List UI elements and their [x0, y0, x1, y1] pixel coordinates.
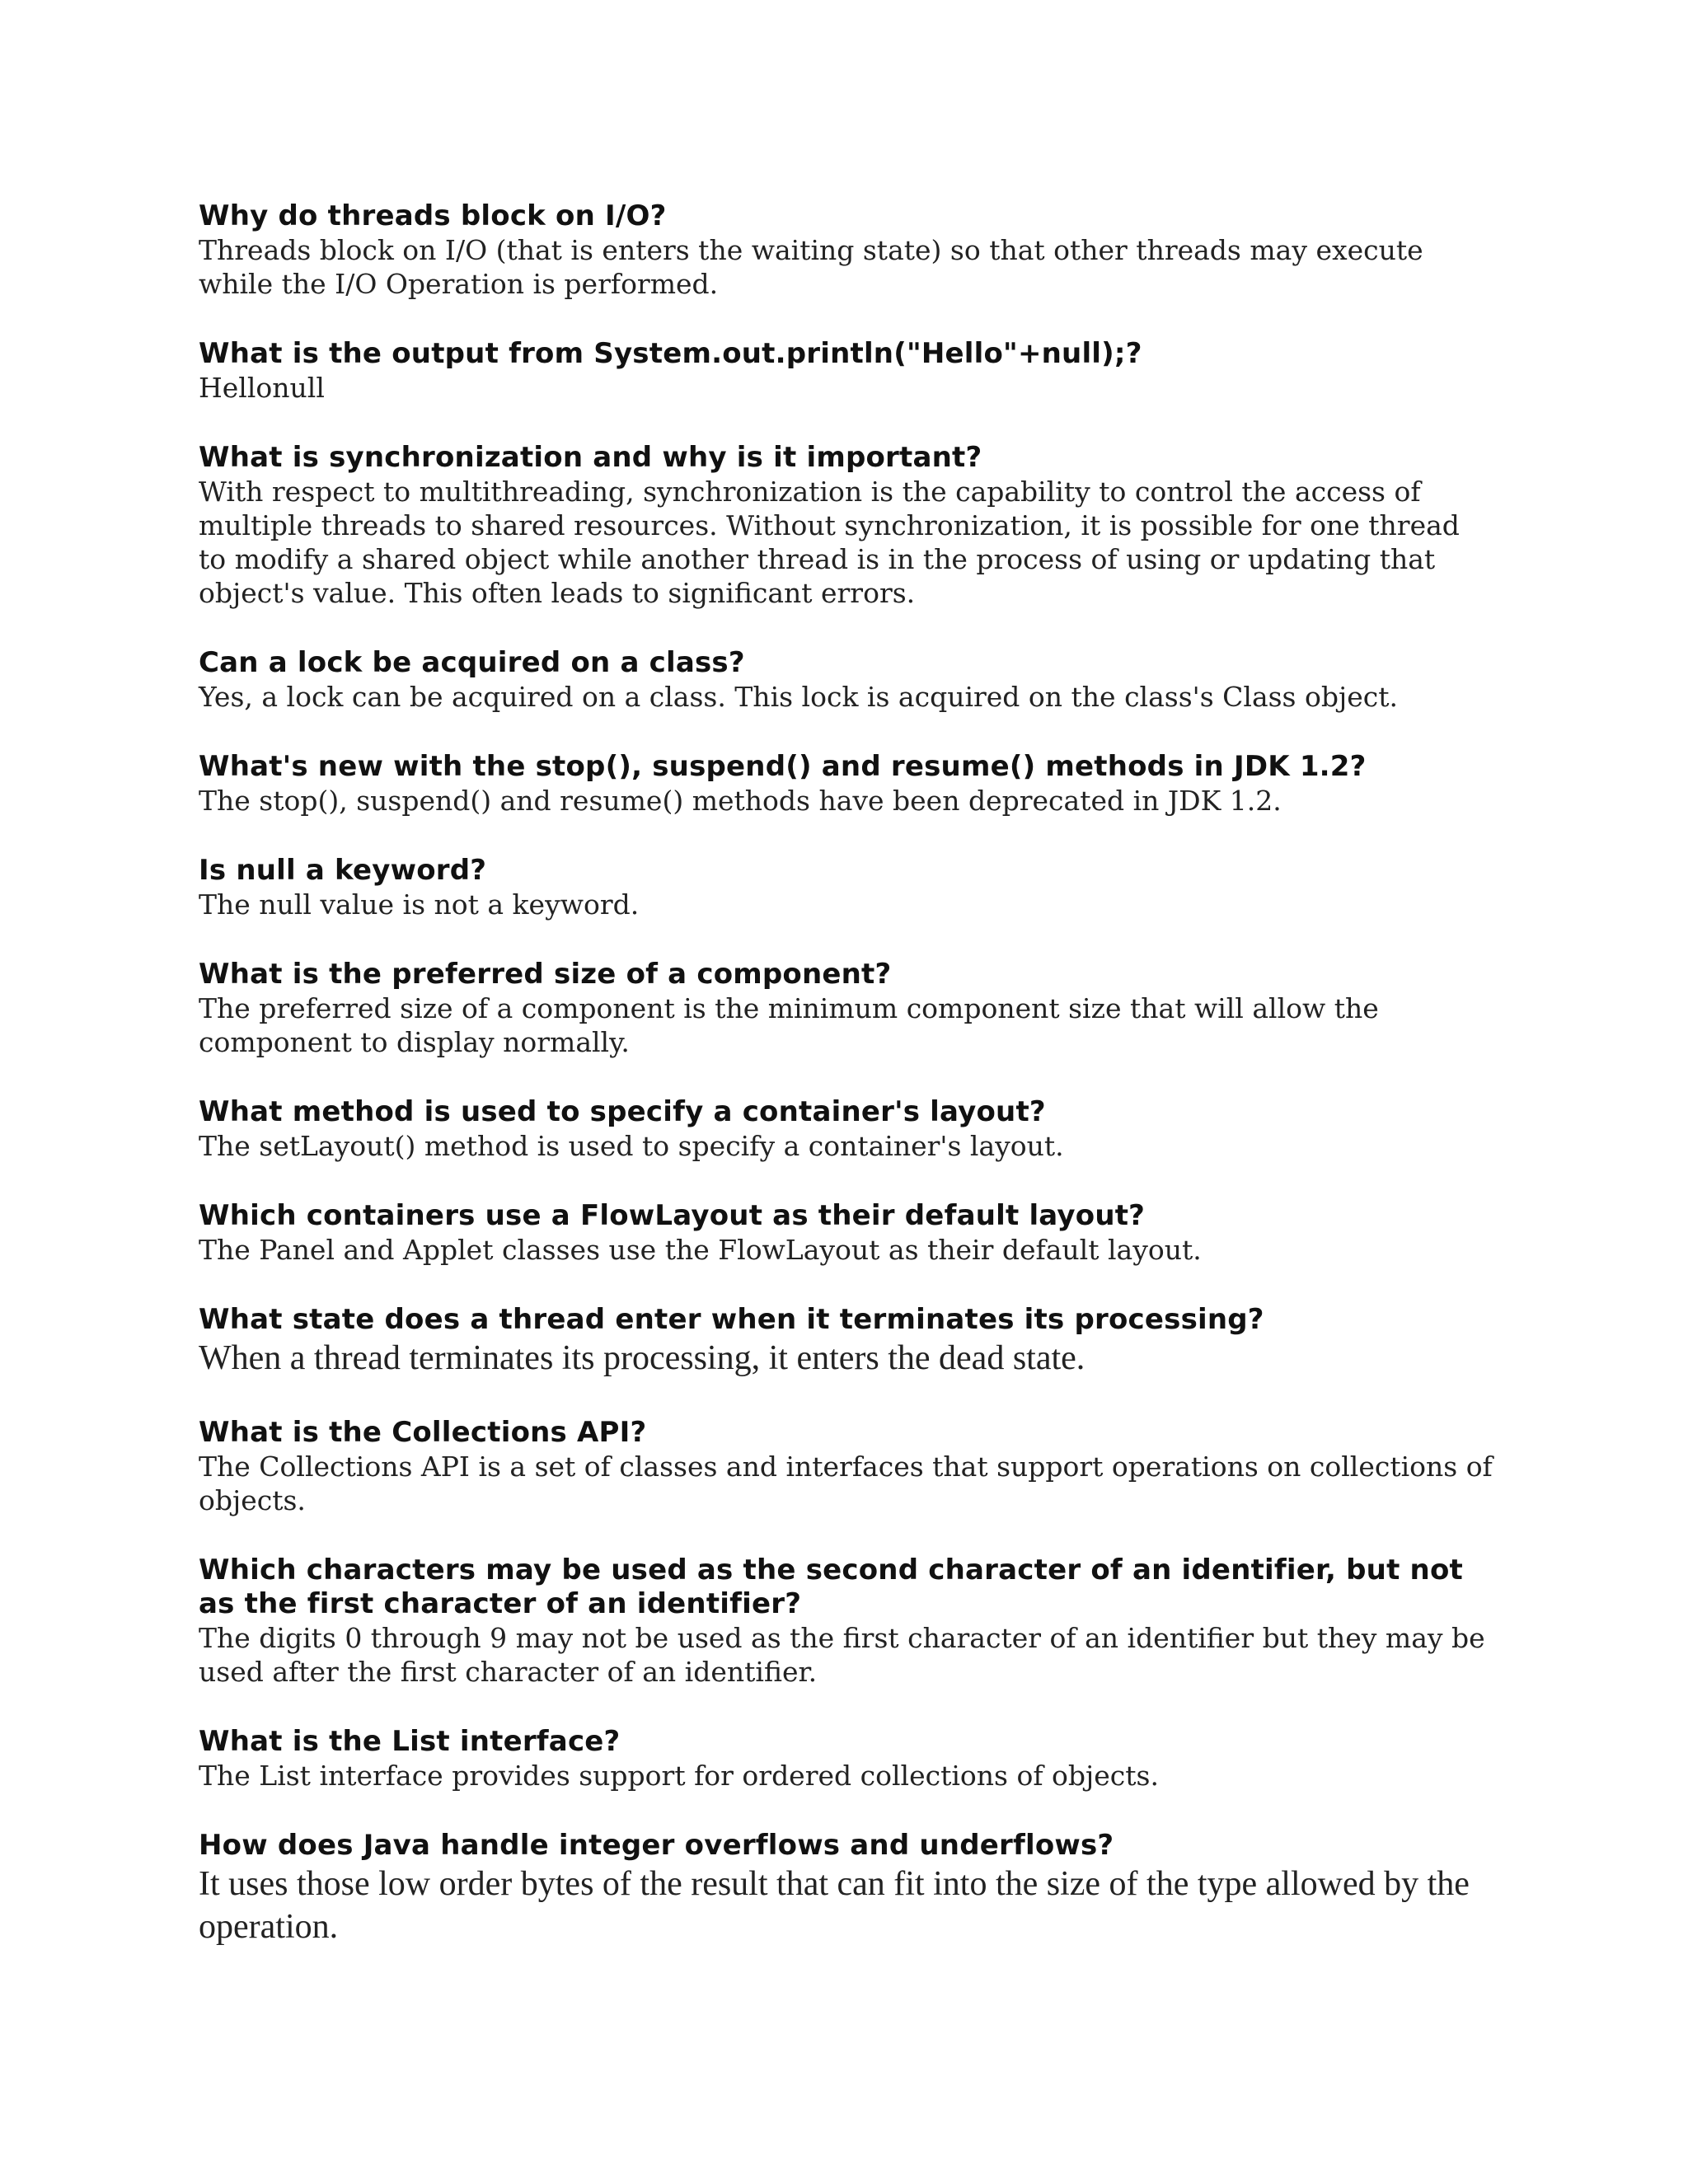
qa-item [199, 441, 1493, 610]
answer-text: The null value is not a keyword. [199, 888, 640, 921]
answer-text: The List interface provides support for ordered collections of objects. [199, 1760, 1159, 1792]
answer-text: Hellonull [199, 372, 325, 404]
question-heading: What method is used to specify a container's layout? [199, 1095, 1046, 1128]
answer-text: Threads block on I/O (that is enters the waiting state) so that other threads may execute while the I/O Operation is performed. [199, 234, 1423, 300]
qa-item [199, 854, 1493, 921]
answer-text: The preferred size of a component is the minimum component size that will allow the component to display normally. [199, 992, 1379, 1058]
answer-text: The Collections API is a set of classes and interfaces that support operations on collections of objects. [199, 1451, 1493, 1516]
qa-item [199, 337, 1493, 405]
qa-item [199, 646, 1493, 714]
qa-item [199, 1199, 1493, 1267]
question-heading: Which containers use a FlowLayout as their default layout? [199, 1199, 1146, 1232]
question-heading: What is the preferred size of a component? [199, 958, 892, 991]
question-heading: What is the output from System.out.println("Hello"+null);? [199, 337, 1142, 370]
question-heading: What is the List interface? [199, 1725, 621, 1758]
answer-text: The setLayout() method is used to specify a container's layout. [199, 1130, 1064, 1162]
question-heading: What's new with the stop(), suspend() and resume() methods in JDK 1.2? [199, 750, 1367, 783]
qa-item [199, 1829, 1493, 1948]
question-heading: Is null a keyword? [199, 854, 487, 887]
question-heading: Why do threads block on I/O? [199, 199, 667, 232]
answer-text: When a thread terminates its processing, it enters the dead state. [199, 1339, 1085, 1377]
qa-item [199, 750, 1493, 818]
answer-text: It uses those low order bytes of the result that can fit into the size of the type allowed by the operation. [199, 1865, 1470, 1946]
answer-text: With respect to multithreading, synchronization is the capability to control the access of multiple threads to shared resources. Without synchronization, it is possible for one thread to modify a shared object while another thread is in the process of using or updating that object's value. This often leads to significant errors. [199, 476, 1460, 609]
qa-item [199, 1095, 1493, 1163]
question-heading: Can a lock be acquired on a class? [199, 646, 745, 679]
document-page [199, 199, 1493, 1985]
qa-item [199, 1554, 1493, 1689]
answer-text: Yes, a lock can be acquired on a class. This lock is acquired on the class's Class object. [199, 681, 1398, 713]
answer-text: The stop(), suspend() and resume() methods have been deprecated in JDK 1.2. [199, 785, 1282, 817]
answer-text: The Panel and Applet classes use the FlowLayout as their default layout. [199, 1234, 1202, 1266]
question-heading: How does Java handle integer overflows and underflows? [199, 1829, 1114, 1862]
question-heading: What state does a thread enter when it terminates its processing? [199, 1303, 1264, 1336]
answer-text: The digits 0 through 9 may not be used as the first character of an identifier but they may be used after the first character of an identifier. [199, 1622, 1485, 1688]
qa-item [199, 958, 1493, 1059]
qa-item [199, 199, 1493, 301]
qa-item [199, 1725, 1493, 1793]
qa-item [199, 1416, 1493, 1517]
question-heading: What is the Collections API? [199, 1416, 647, 1449]
qa-item [199, 1303, 1493, 1380]
question-heading: What is synchronization and why is it important? [199, 441, 982, 474]
question-heading: Which characters may be used as the second character of an identifier, but not as the first character of an identifier? [199, 1554, 1463, 1620]
